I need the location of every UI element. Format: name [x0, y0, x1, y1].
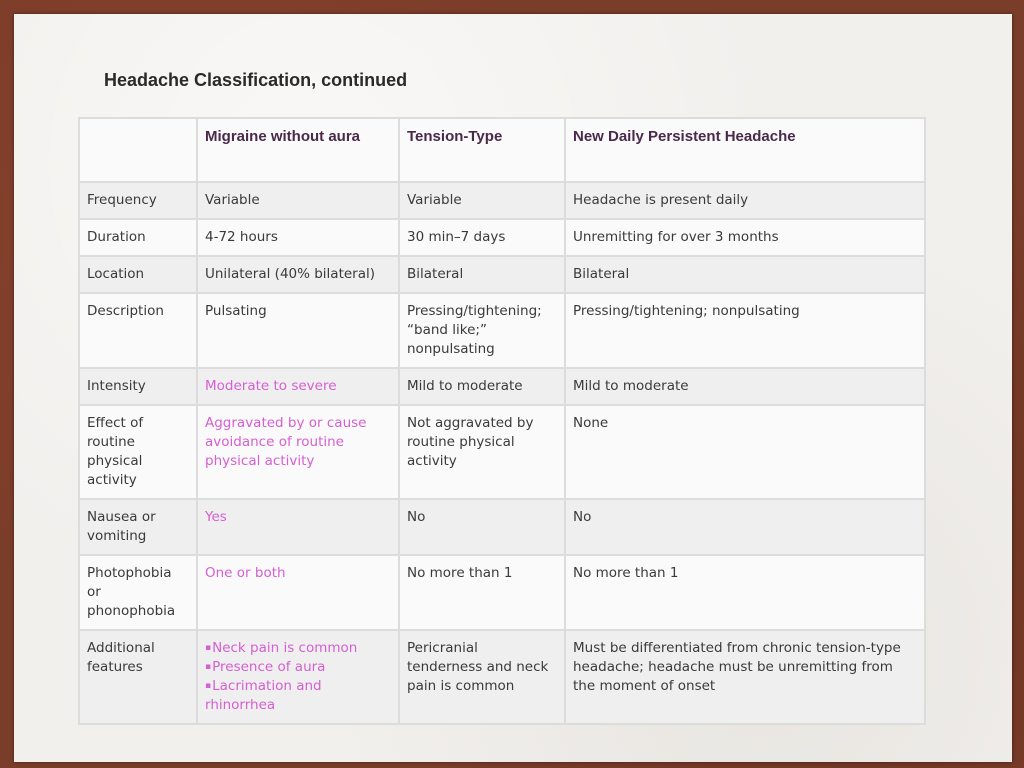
table-row — [79, 405, 925, 499]
header-corner-cell — [79, 118, 197, 182]
list-item — [205, 658, 391, 677]
cell-ndph: No more than 1 — [565, 555, 925, 630]
table-header-row — [79, 118, 925, 182]
cell-tension-type: Variable — [399, 182, 565, 219]
cell-ndph: Must be differentiated from chronic tension-type headache; headache must be unremitting from the moment of onset — [565, 630, 925, 724]
cell-tension-type: Pericranial tenderness and neck pain is common — [399, 630, 565, 724]
row-label: Location — [79, 256, 197, 293]
cell-ndph: None — [565, 405, 925, 499]
table-row — [79, 368, 925, 405]
table-row — [79, 219, 925, 256]
cell-ndph: No — [565, 499, 925, 555]
list-item — [205, 639, 391, 658]
cell-tension-type: Mild to moderate — [399, 368, 565, 405]
cell-ndph: Headache is present daily — [565, 182, 925, 219]
cell-migraine: Aggravated by or cause avoidance of routine physical activity — [197, 405, 399, 499]
cell-migraine: Moderate to severe — [197, 368, 399, 405]
headache-classification-table — [78, 117, 926, 725]
row-label: Duration — [79, 219, 197, 256]
row-label: Frequency — [79, 182, 197, 219]
cell-migraine: Pulsating — [197, 293, 399, 368]
cell-migraine: Unilateral (40% bilateral) — [197, 256, 399, 293]
bullet-icon: ▪ — [205, 681, 212, 691]
cell-tension-type: Not aggravated by routine physical activity — [399, 405, 565, 499]
header-migraine: Migraine without aura — [197, 118, 399, 182]
cell-tension-type: No more than 1 — [399, 555, 565, 630]
cell-tension-type: Bilateral — [399, 256, 565, 293]
cell-migraine: One or both — [197, 555, 399, 630]
cell-tension-type: 30 min–7 days — [399, 219, 565, 256]
cell-migraine: 4-72 hours — [197, 219, 399, 256]
row-label: Intensity — [79, 368, 197, 405]
cell-tension-type: No — [399, 499, 565, 555]
cell-migraine: Yes — [197, 499, 399, 555]
cell-ndph: Pressing/tightening; nonpulsating — [565, 293, 925, 368]
cell-ndph: Unremitting for over 3 months — [565, 219, 925, 256]
list-item — [205, 677, 391, 715]
cell-migraine: Variable — [197, 182, 399, 219]
table-row — [79, 293, 925, 368]
table-row — [79, 499, 925, 555]
bullet-text: Presence of aura — [212, 659, 326, 675]
table-row — [79, 256, 925, 293]
bullet-list — [205, 639, 391, 715]
bullet-text: Lacrimation and rhinorrhea — [205, 678, 322, 713]
cell-tension-type: Pressing/tightening; “band like;” nonpulsating — [399, 293, 565, 368]
table-row — [79, 630, 925, 724]
row-label: Nausea or vomiting — [79, 499, 197, 555]
cell-ndph: Bilateral — [565, 256, 925, 293]
page-title: Headache Classification, continued — [104, 70, 408, 90]
table-row — [79, 555, 925, 630]
header-tension-type: Tension-Type — [399, 118, 565, 182]
row-label: Additional features — [79, 630, 197, 724]
bullet-text: Neck pain is common — [212, 640, 358, 656]
header-ndph: New Daily Persistent Headache — [565, 118, 925, 182]
row-label: Effect of routine physical activity — [79, 405, 197, 499]
row-label: Description — [79, 293, 197, 368]
cell-ndph: Mild to moderate — [565, 368, 925, 405]
cell-migraine-bullets — [197, 630, 399, 724]
bullet-icon: ▪ — [205, 662, 212, 672]
row-label: Photophobia or phonophobia — [79, 555, 197, 630]
table-row — [79, 182, 925, 219]
bullet-icon: ▪ — [205, 643, 212, 653]
